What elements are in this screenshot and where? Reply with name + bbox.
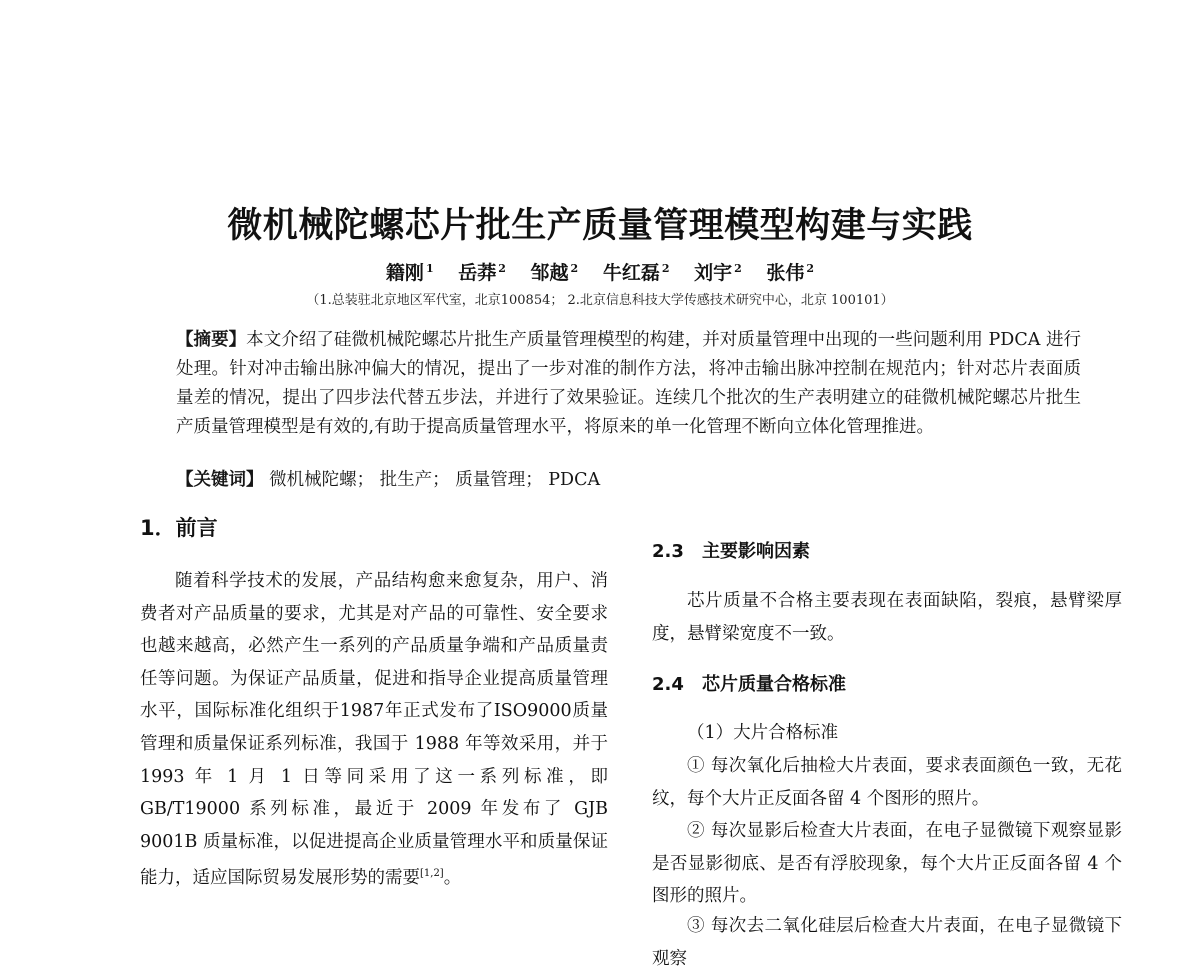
- citation: [1,2]: [420, 868, 444, 880]
- standard-item-3: ② 每次显影后检查大片表面，在电子显微镜下观察显影是否显影彻底、是否有浮胶现象，每个大片正反面各留 4 个图形的照片。: [652, 821, 1122, 907]
- abstract-text: 本文介绍了硅微机械陀螺芯片批生产质量管理模型的构建，并对质量管理中出现的一些问题利用 PDCA 进行处理。针对冲击输出脉冲偏大的情况，提出了一步对准的制作方法，将冲击输出脉冲控制在规范内；针对芯片表面质量差的情况，提出了四步法代替五步法，并进行了效果验证。连续几个批次的生产表明建立的硅微机械陀螺芯片批生产质量管理模型是有效的,有助于提高质量管理水平，将原来的单一化管理不断向立体化管理推进。: [176, 330, 1081, 437]
- standard-item-2: ① 每次氧化后抽检大片表面，要求表面颜色一致，无花纹，每个大片正反面各留 4 个图形的照片。: [652, 756, 1122, 809]
- keywords-label: 【关键词】: [176, 470, 264, 490]
- section-heading-intro: 1．前言: [140, 516, 218, 540]
- section-2-3-text: 芯片质量不合格主要表现在表面缺陷，裂痕，悬臂梁厚度，悬臂梁宽度不一致。: [652, 591, 1122, 644]
- author: 张伟 $^2$: [766, 261, 815, 284]
- abstract-label: 【摘要】: [176, 330, 247, 350]
- intro-paragraph: 随着科学技术的发展，产品结构愈来愈复杂，用户、消费者对产品质量的要求，尤其是对产品的可靠性、安全要求也越来越高，必然产生一系列的产品质量争端和产品质量责任等问题。为保证产品质量，促进和指导企业提高质量管理水平，国际标准化组织于1987年正式发布了ISO9000质量管理和质量保证系列标准，我国于 1988 年等效采用，并于 1993 年 1 月 1 日等同采用了这一系列标准，即 GB/T19000 系列标准，最近于 2009 年发布了 GJB 9001B 质量标准，以促进提高企业质量管理水平和质量保证能力，适应国际贸易发展形势的需要[1,2]。: [140, 571, 608, 889]
- author-list: [0, 258, 1200, 285]
- paper-title: 微机械陀螺芯片批生产质量管理模型构建与实践: [227, 206, 973, 246]
- author: 牛红磊 $^2$: [602, 261, 670, 284]
- author: 籍刚 $^1$: [385, 261, 434, 284]
- keywords-text: 微机械陀螺； 批生产； 质量管理； PDCA: [269, 470, 601, 490]
- affiliation: （1.总装驻北京地区军代室，北京100854； 2.北京信息科技大学传感技术研究中心，北京 100101）: [306, 293, 894, 308]
- section-heading-2-4: 2.4 芯片质量合格标准: [652, 674, 846, 695]
- author: 刘宇 $^2$: [694, 261, 742, 284]
- section-heading-2-3: 2.3 主要影响因素: [652, 541, 810, 562]
- author: 岳莽 $^2$: [458, 261, 506, 284]
- keywords: [176, 466, 1081, 495]
- abstract: [176, 326, 1081, 442]
- author: 邹越 $^2$: [530, 261, 579, 284]
- standard-item-4: ③ 每次去二氧化硅层后检查大片表面，在电子显微镜下观察: [652, 916, 1122, 969]
- standard-item-1: （1）大片合格标准: [687, 723, 839, 743]
